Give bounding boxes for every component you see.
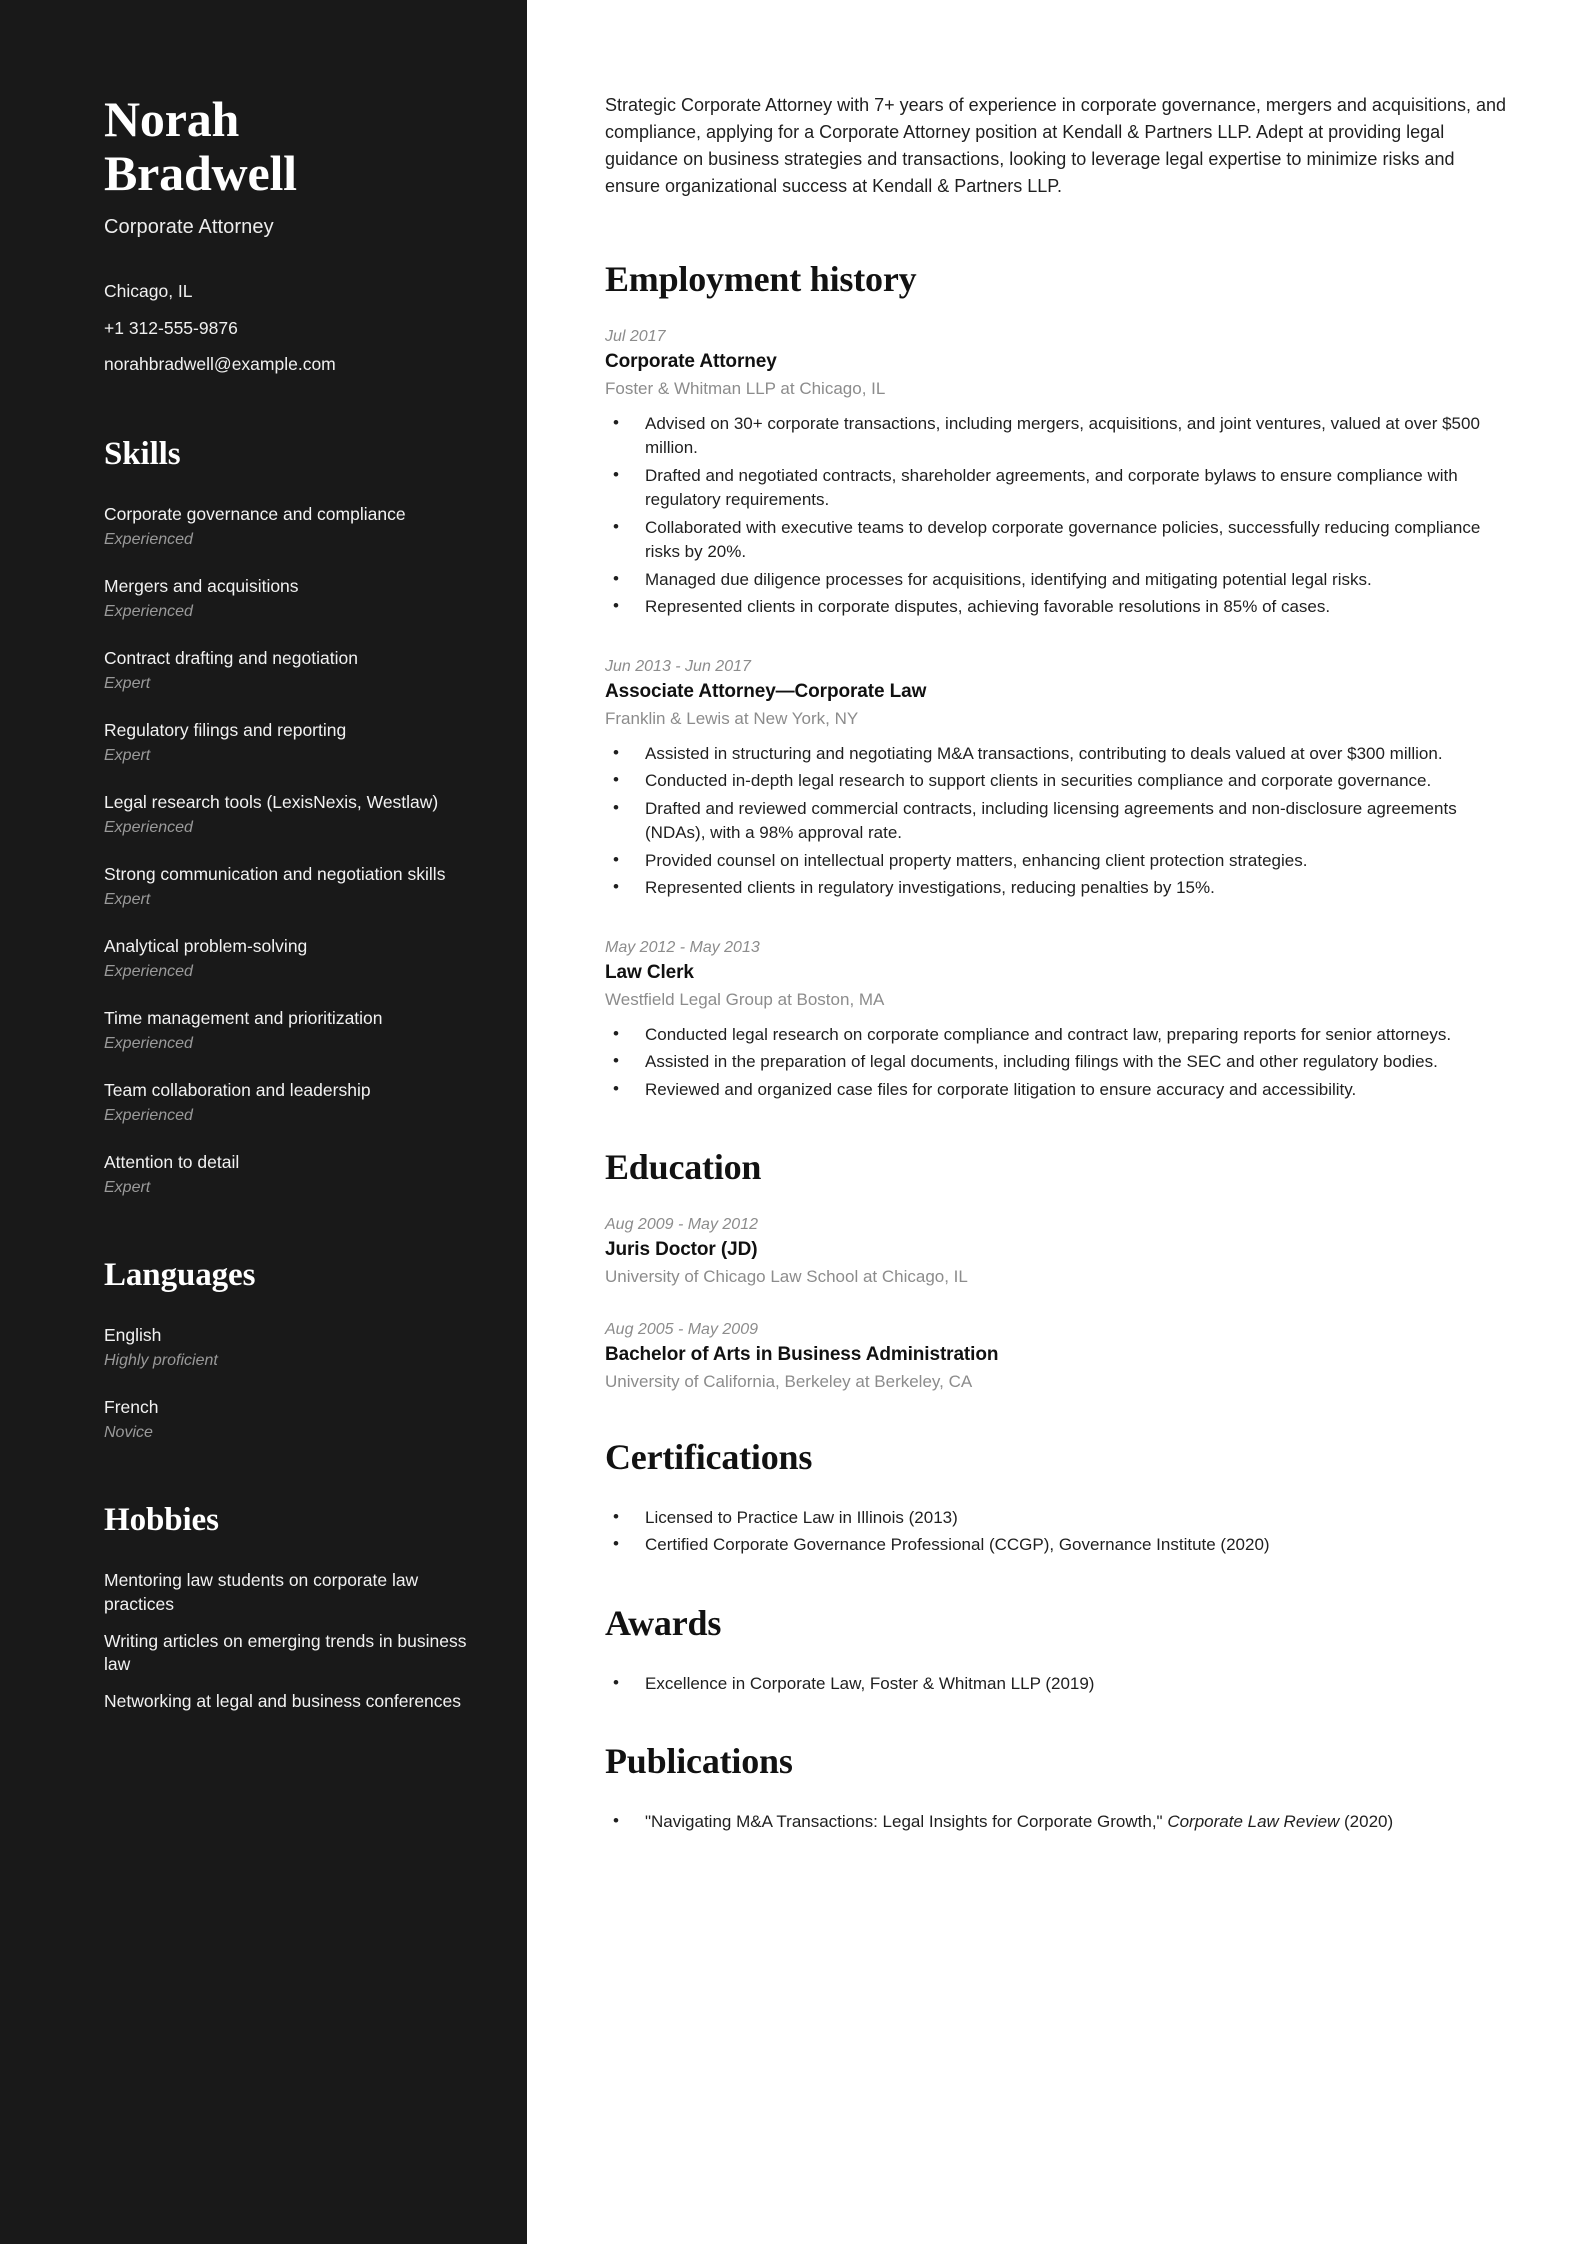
skill-name: Regulatory filings and reporting [104,719,347,740]
education-school: University of Chicago Law School at Chicago, IL [605,1266,968,1286]
skill-level: Experienced [104,1035,193,1053]
language-item [104,1396,479,1444]
skill-level: Experienced [104,530,193,548]
skills-heading: Skills [104,435,181,472]
job-bullet: • Provided counsel on intellectual property matters, enhancing client protection strategies. [605,849,1510,873]
job-bullet: • Collaborated with executive teams to develop corporate governance policies, successfully reducing compliance risks by 20%. [605,516,1510,565]
job-date: May 2012 - May 2013 [605,938,760,956]
job-entry [605,939,1510,1102]
skill-item [104,719,479,767]
awards-list [605,1672,1510,1696]
language-item [104,1324,479,1372]
language-level: Highly proficient [104,1352,218,1370]
candidate-first-name: Norah [104,91,240,147]
award-item: • Excellence in Corporate Law, Foster & Whitman LLP (2019) [605,1672,1510,1696]
certifications-list [605,1506,1510,1558]
job-date: Jul 2017 [605,328,666,345]
language-level: Novice [104,1424,153,1442]
job-bullet: • Assisted in structuring and negotiating M&A transactions, contributing to deals valued at over $300 million. [605,742,1510,766]
skill-item [104,1151,479,1199]
job-bullets [605,1023,1510,1102]
job-bullet: • Assisted in the preparation of legal documents, including filings with the SEC and other regulatory bodies. [605,1050,1510,1074]
certification-item: • Licensed to Practice Law in Illinois (2013) [605,1506,1510,1530]
certification-item: • Certified Corporate Governance Professional (CCGP), Governance Institute (2020) [605,1533,1510,1557]
skill-level: Expert [104,674,151,692]
job-date: Jun 2013 - Jun 2017 [605,657,751,675]
skill-item [104,791,479,839]
education-section [605,1146,1510,1392]
skill-item [104,647,479,695]
hobby-item: Networking at legal and business conferences [104,1691,462,1712]
hobby-item: Mentoring law students on corporate law practices [104,1570,419,1614]
education-entry [605,1216,1510,1287]
awards-section [605,1602,1510,1696]
skill-item [104,1007,479,1055]
skill-level: Expert [104,1179,151,1197]
contact-location: Chicago, IL [104,281,193,301]
job-bullet: • Reviewed and organized case files for corporate litigation to ensure accuracy and accessibility. [605,1078,1510,1102]
skill-name: Analytical problem-solving [104,935,308,956]
job-bullets [605,412,1510,620]
skill-name: Strong communication and negotiation skills [104,863,446,884]
publication-journal: Corporate Law Review [1167,1812,1340,1832]
skill-level: Experienced [104,963,193,981]
skill-name: Contract drafting and negotiation [104,647,358,668]
skill-name: Legal research tools (LexisNexis, Westlaw) [104,791,439,812]
job-bullet: • Conducted in-depth legal research to support clients in securities compliance and corporate governance. [605,769,1510,793]
publications-section [605,1740,1510,1834]
job-title: Law Clerk [605,961,694,983]
education-school: University of California, Berkeley at Berkeley, CA [605,1371,973,1391]
skill-level: Experienced [104,819,193,837]
skills-list [104,503,479,1200]
job-title: Corporate Attorney [605,351,777,372]
employment-history-heading: Employment history [605,259,917,299]
job-organization: Westfield Legal Group at Boston, MA [605,989,885,1009]
skill-name: Mergers and acquisitions [104,575,299,596]
education-degree: Bachelor of Arts in Business Administration [605,1343,999,1365]
language-name: French [104,1397,159,1418]
employment-history-section [605,258,1510,1102]
job-bullet: • Managed due diligence processes for acquisitions, identifying and mitigating potential legal risks. [605,568,1510,592]
job-bullets [605,742,1510,901]
job-entry [605,658,1510,901]
job-bullet: • Drafted and negotiated contracts, shareholder agreements, and corporate bylaws to ensure compliance with regulatory requirements. [605,464,1510,513]
education-date: Aug 2009 - May 2012 [605,1215,758,1233]
hobby-item: Writing articles on emerging trends in business law [104,1630,467,1675]
professional-summary: Strategic Corporate Attorney with 7+ years of experience in corporate governance, mergers and acquisitions, and compliance, applying for a Corporate Attorney position at Kendall & Partners LLP. Adept at providing legal guidance on business strategies and transactions, looking to leverage legal expertise to minimize risks and ensure organizational success at Kendall & Partners LLP. [605,95,1507,196]
skill-level: Experienced [104,602,193,620]
certifications-section [605,1436,1510,1558]
hobbies-list [104,1569,479,1713]
skill-name: Attention to detail [104,1152,240,1173]
job-bullet: • Conducted legal research on corporate compliance and contract law, preparing reports for senior attorneys. [605,1023,1510,1047]
candidate-name [104,92,479,200]
skill-item [104,935,479,983]
language-name: English [104,1325,162,1346]
skill-item [104,1079,479,1127]
education-date: Aug 2005 - May 2009 [605,1320,758,1338]
job-title: Associate Attorney—Corporate Law [605,680,927,702]
education-heading: Education [605,1146,762,1187]
skill-level: Experienced [104,1107,193,1125]
job-bullet: • Drafted and reviewed commercial contracts, including licensing agreements and non-disclosure agreements (NDAs), with a 98% approval rate. [605,797,1510,846]
languages-list [104,1324,479,1444]
publications-heading: Publications [605,1741,793,1782]
skill-item [104,503,479,551]
certifications-heading: Certifications [605,1436,813,1477]
job-bullet: • Represented clients in corporate disputes, achieving favorable resolutions in 85% of cases. [605,595,1510,619]
skill-name: Corporate governance and compliance [104,503,406,524]
languages-heading: Languages [104,1257,256,1294]
skill-name: Team collaboration and leadership [104,1080,371,1100]
contact-email: norahbradwell@example.com [104,354,336,374]
contact-phone: +1 312-555-9876 [104,317,238,338]
main-content [527,0,1588,2244]
skill-level: Expert [104,891,151,909]
awards-heading: Awards [605,1602,722,1643]
education-degree: Juris Doctor (JD) [605,1238,758,1260]
publication-year: (2020) [1339,1812,1394,1832]
skill-item [104,863,479,911]
candidate-last-name: Bradwell [104,145,297,201]
hobbies-heading: Hobbies [104,1502,219,1539]
publication-item [605,1810,1510,1834]
job-organization: Franklin & Lewis at New York, NY [605,708,859,728]
education-entry [605,1321,1510,1392]
job-bullet: • Represented clients in regulatory investigations, reducing penalties by 15%. [605,876,1510,900]
job-entry [605,328,1510,620]
sidebar [0,0,527,2244]
job-organization: Foster & Whitman LLP at Chicago, IL [605,379,886,398]
candidate-role: Corporate Attorney [104,216,274,238]
publication-title: "Navigating M&A Transactions: Legal Insights for Corporate Growth," [645,1812,1168,1832]
skill-level: Expert [104,746,151,764]
skill-item [104,575,479,623]
job-bullet: • Advised on 30+ corporate transactions, including mergers, acquisitions, and joint ventures, valued at over $500 million. [605,412,1510,461]
skill-name: Time management and prioritization [104,1007,383,1028]
publications-list [605,1810,1510,1834]
